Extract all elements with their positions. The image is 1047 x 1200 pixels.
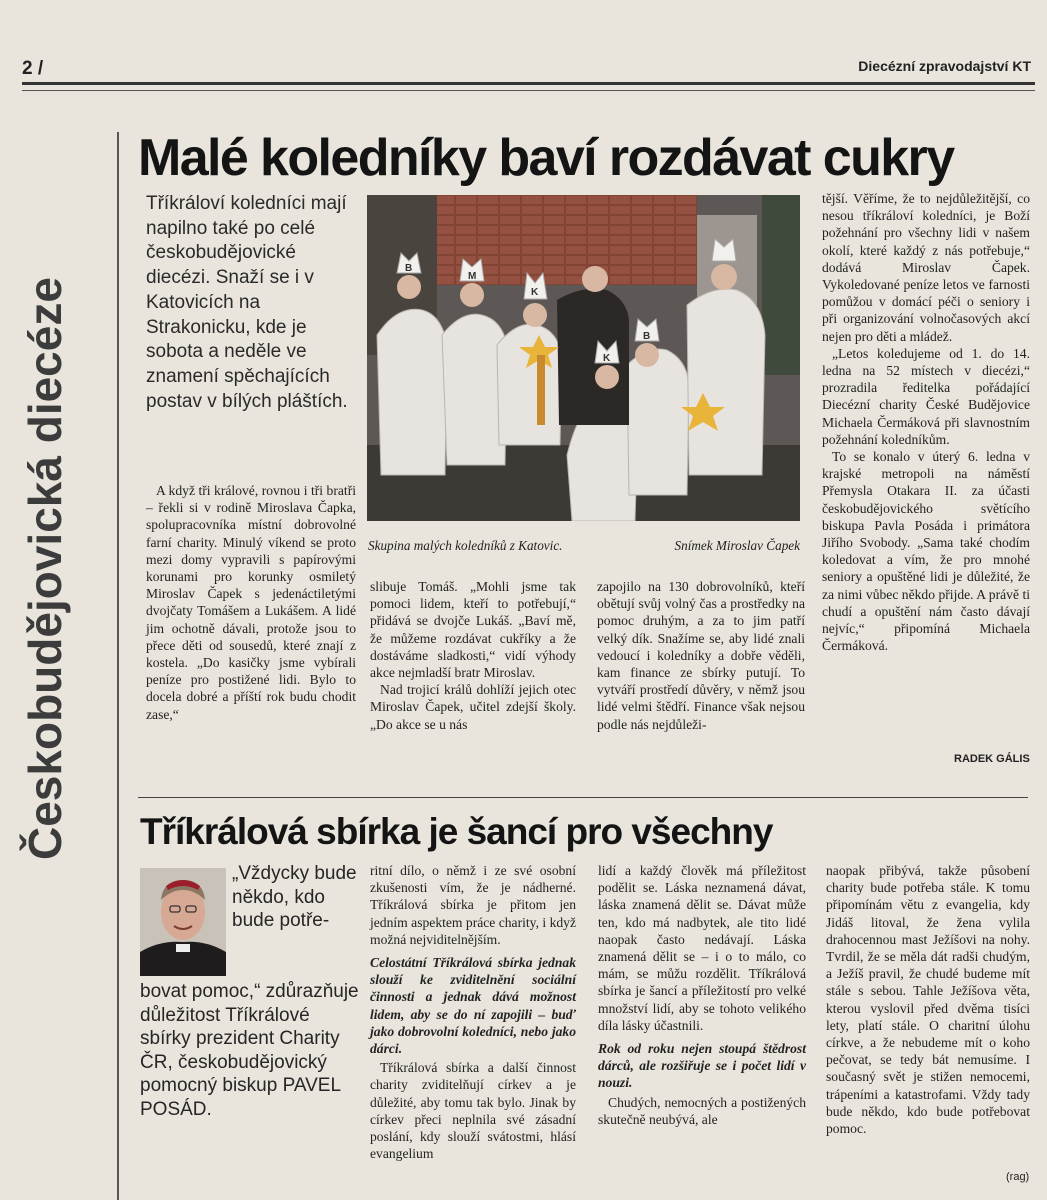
- article1-col3-text: zapojilo na 130 dobrovolníků, kteří obětují svůj volný čas a prostředky na pomoc druhým, a za to jim patří velký dík. Snažíme se, aby lidé znali vedoucí i koledníky a dobře věděli, kam finance ze sbírky putují. To vytváří prostředí důvěry, v němž jsou lidé velmi štědří. Finance však nejsou podle nás nejdůleži-: [597, 579, 805, 732]
- photo-credit: Snímek Miroslav Čapek: [674, 538, 800, 553]
- crown-letter-2: M: [468, 271, 477, 282]
- article1-col4-text-b: „Letos koledujeme od 1. do 14. ledna na 52 místech v diecézi,“ prozradila ředitelka pořádající Diecézní charity České Budějovice Michaela Čermáková při slavnostním požehnání koledníkům.: [822, 345, 1030, 447]
- crown-letter-4: K: [603, 353, 611, 364]
- article2-col4: [826, 862, 1030, 1137]
- bishop-portrait: [140, 868, 226, 976]
- article1-col4: [822, 190, 1030, 654]
- article2-headline: Tříkrálová sbírka je šancí pro všechny: [140, 811, 773, 852]
- crown-letter-5: B: [643, 331, 651, 342]
- article1-col4-text-c: To se konalo v úterý 6. ledna v krajské metropoli na náměstí Přemysla Otakara II. za účasti českobudějovického světícího biskupa Pavla Posáda i primátora Jiřího Svobody. „Sama také chodím koledovat a vím, že pro mnohé seniory a opuštěné lidi je důležité, že za nimi vůbec někdo přijde. A právě ti chudí a opuštění nám často dávají nejvíc,“ připomíná Michaela Čermáková.: [822, 449, 1030, 654]
- article2-quote-top: „Vždycky bude někdo, kdo bude potře-: [232, 863, 357, 931]
- article1-col1-text: A když tři králové, rovnou i tři bratři – řekli si v rodině Miroslava Čapka, spolupracovníka místní dobrovolné farní charity. Minulý víkend se proto mezi domy vypravili s papírovými korunami pro korunky osmiletý Miroslav Čapek s jedenáctiletými dvojčaty Tomášem a Lukášem. A lidé jim ochotně dávali, protože jsou to přece děti od sousedů, které znají z kostela. „Do kasičky jsme vybírali peníze pro postižené lidi. Bylo to docela dobré a příští rok budu chodit zase,“: [146, 483, 356, 722]
- article2-col3: [598, 862, 806, 1128]
- article1-col3: [597, 578, 805, 733]
- article2-col4-text: naopak přibývá, takže působení charity bude potřeba stále. K tomu připomínám větu z evangelia, kdy Jidáš litoval, že žena vylila drahocennou mast Ježíšovi na nohy. Tvrdil, že se měla dát radši chudým, a Ježíš pravil, že chudé budeme mít stále s sebou. Tahle Ježíšova věta, kterou vyslovil před dvěma tisíci lety, platí stále. O charitní úlohu církve, a že nebudeme mít o koho pečovat, se tedy bát nemusíme. I současný svět je stižen nemocemi, trápeními a katastrofami. Vždy tady bude někdo, kdo bude potřebovat pomoc.: [826, 863, 1030, 1137]
- portrait-illustration: [140, 868, 226, 976]
- section-header: Diecézní zpravodajství KT: [858, 58, 1031, 74]
- article2-col2: [370, 862, 576, 1162]
- caption-text: Skupina malých koledníků z Katovic.: [368, 538, 563, 553]
- article1-col2: [370, 578, 576, 733]
- header-rule: [22, 82, 1035, 85]
- article2-col3-emphasis: Rok od roku nejen stoupá štědrost dárců, ale rozšiřuje se i počet lidí v nouzi.: [598, 1041, 806, 1091]
- article2-col2-emphasis: Celostátní Tříkrálová sbírka jednak slouží ke zviditelnění sociální činnosti a jednak dává možnost lidem, aby se do ní zapojili – buď jako dobrovolní koledníci, nebo jako dárci.: [370, 955, 576, 1057]
- article1-col1: [146, 482, 356, 723]
- article2-col2-text-a: ritní dílo, o němž i ze své osobní zkušenosti vím, že je nádherné. Tříkrálová sbírka je přitom jen jedním aspektem práce charity, i když možná nejviditelnějším.: [370, 863, 576, 947]
- carolers-photo-illustration: [367, 195, 800, 521]
- article1-lead: Tříkráloví koledníci mají napilno také po celé českobudějovické diecézi. Snaží se i v Katovicích na Strakonicku, kde je sobota a neděle ve znamení spěchajících postav v bílých pláštích.: [146, 193, 348, 412]
- side-divider: [117, 132, 119, 1200]
- article1-col2-text-b: Nad trojicí králů dohlíží jejich otec Miroslav Čapek, učitel zdejší školy. „Do akce se u nás: [370, 682, 576, 732]
- page-number: 2 /: [22, 58, 44, 79]
- crown-letter-1: B: [405, 263, 413, 274]
- article1-headline: Malé koledníky baví rozdávat cukry: [138, 129, 954, 187]
- article1-photo: [367, 195, 800, 521]
- article1-col4-text-a: tější. Věříme, že to nejdůležitější, co nesou tříkráloví koledníci, je Boží požehnání pro všechny lidi v našem okolí, které každý z nás potřebuje,“ dodává Miroslav Čapek. Vykoledované peníze letos ve farnosti pomůžou v domácí péči o seniory i při organizování volnočasových akcí nejen pro děti a mládež.: [822, 191, 1030, 344]
- article2-col3-text-a: lidí a každý člověk má příležitost podělit se. Láska neznamená dávat, láska znamená dělit se. Dávat může ten, kdo má nadbytek, ale tito lidé naopak často nedávají. Láska znamená dělit se – i o to málo, co mám, se můžu rozdělit. Tříkrálová sbírka je šancí a příležitostí pro velké množství lidí, aby se tohoto velikého díla lásky účastnili.: [598, 863, 806, 1033]
- header-rule-thin: [22, 90, 1035, 91]
- article-separator: [138, 797, 1028, 798]
- article2-col2-text-b: Tříkrálová sbírka a další činnost charity zviditelňují církev a je důležité, aby tomu tak bylo. Jinak by církev přeci neplnila své zásadní poslání, kdy slouží svátostmi, hlásí evangelium: [370, 1060, 576, 1162]
- photo-caption: [368, 538, 800, 554]
- article2-author: (rag): [1006, 1171, 1030, 1183]
- article2-quote-rest: bovat pomoc,“ zdůrazňuje důležitost Tříkrálové sbírky prezident Charity ČR, českobudějovický pomocný biskup PAVEL POSÁD.: [140, 981, 359, 1120]
- article1-col2-text-a: slibuje Tomáš. „Mohli jsme tak pomoci lidem, kteří to potřebují,“ přidává se dvojče Lukáš. „Baví mě, že můžeme rozdávat cukříky a že dostáváme sladkosti,“ vidí výhody akce nejmladší bratr Miroslav.: [370, 579, 576, 681]
- side-section-label: Českobudějovická diecéze: [19, 277, 71, 860]
- crown-letter-3: K: [531, 287, 539, 298]
- article1-author: RADEK GÁLIS: [954, 753, 1030, 765]
- article2-col3-text-b: Chudých, nemocných a postižených skutečně neubývá, ale: [598, 1094, 806, 1127]
